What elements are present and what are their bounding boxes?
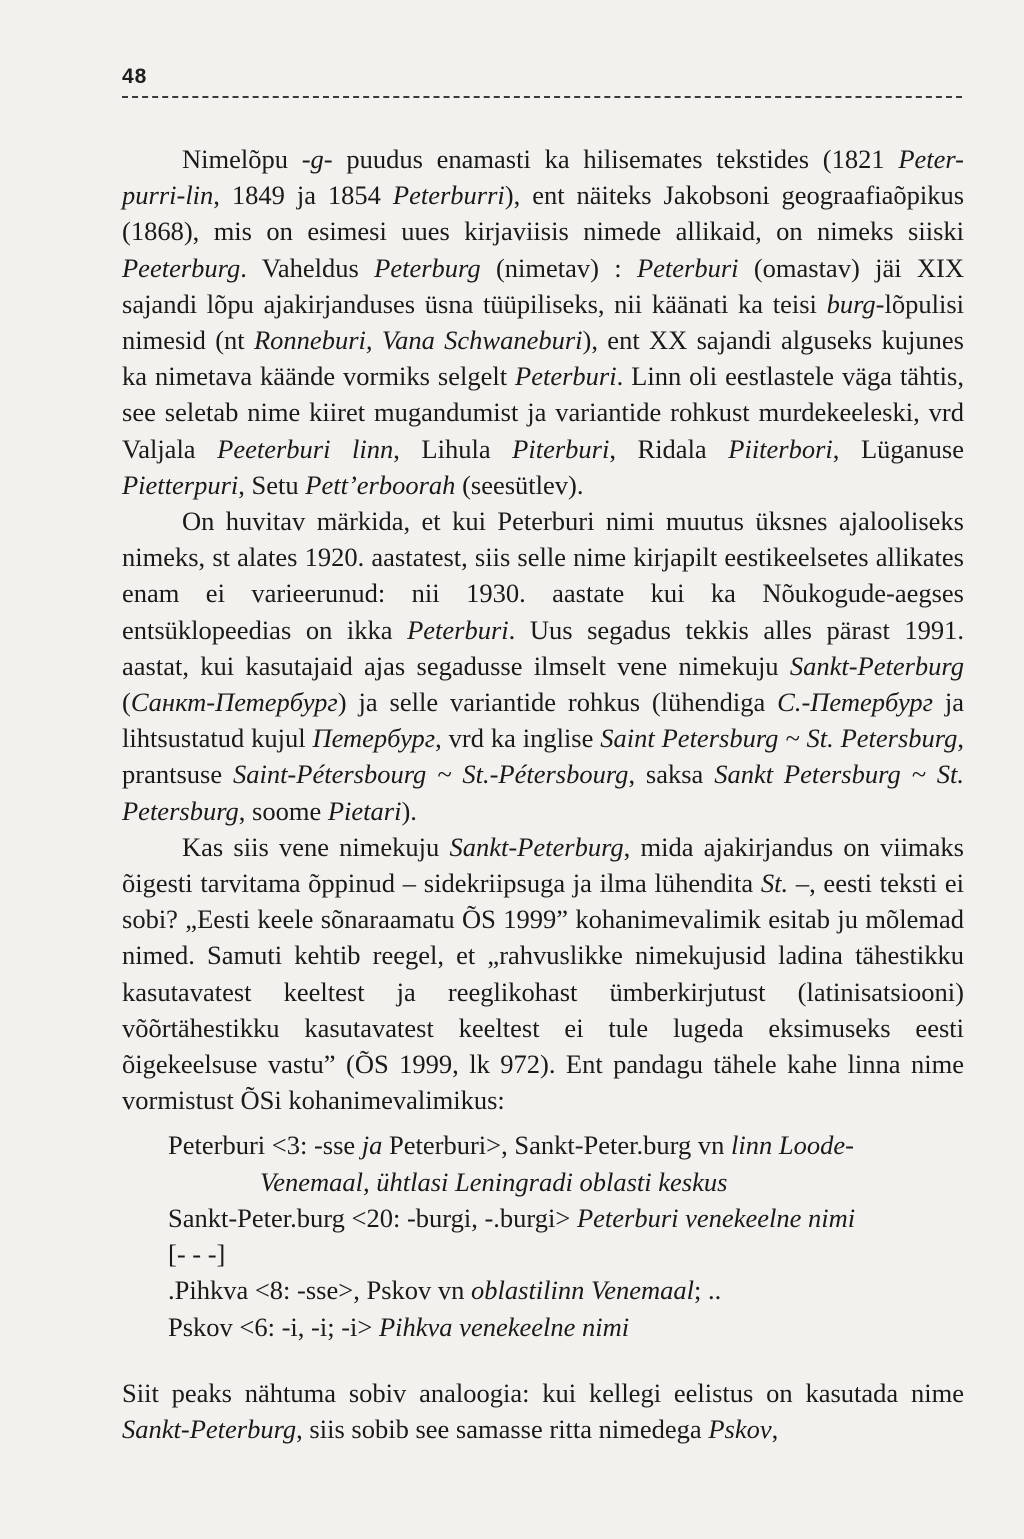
entry-ellipsis: [- - -] xyxy=(168,1239,226,1270)
paragraph-4: Siit peaks nähtuma sobiv analoogia: kui kellegi eelistus on kasutada nime Sankt-Peterburg, siis sobib see samasse ritta nimedega Pskov, xyxy=(122,1377,964,1444)
header-dashed-rule xyxy=(122,96,962,98)
dictionary-entries xyxy=(122,1127,964,1344)
page-number: 48 xyxy=(122,65,148,88)
entry-peterburi: Peterburi <3: -sse ja Peterburi>, Sankt-Peter.burg vn linn Loode- xyxy=(168,1130,854,1161)
body-text xyxy=(122,141,964,1447)
paragraph-1: Nimelõpu -g- puudus enamasti ka hilisemates tekstides (1821 Peter-purri-lin, 1849 ja 1854 Peterburri), ent näiteks Jakobsoni geograafiaõpikus (1868), mis on esimesi uues kirjaviisis nimede allikaid, on nimeks siiski Peeterburg. Vaheldus Peterburg (nimetav) : Peterburi (omastav) jäi XIX sajandi lõpu ajakirjanduses üsna tüüpiliseks, nii käänati ka teisi burg-lõpulisi nimesid (nt Ronneburi, Vana Schwaneburi), ent XX sajandi alguseks kujunes ka nimetava käände vormiks selgelt Peterburi. Linn oli eestlastele väga tähtis, see seletab nime kiiret mugandumist ja variantide rohkust murdekeeleski, vrd Valjala Peeterburi linn, Lihula Piterburi, Ridala Piiterbori, Lüganuse Pietterpuri, Setu Pett’erboorah (seesütlev). xyxy=(122,144,965,500)
paragraph-3: Kas siis vene nimekuju Sankt-Peterburg, mida ajakirjandus on viimaks õigesti tarvitama õppinud – sidekriipsuga ja ilma lühendita St. –, eesti teksti ei sobi? „Eesti keele sõnaraamatu ÕS 1999” kohanimevalimik esitab ju mõlemad nimed. Samuti kehtib reegel, et „rahvuslikke nimekujusid ladina tähestikku kasutavatest keeltest ja reeglikohast ümberkirjutust (latinisatsiooni) võõrtähestikku kasutavatest keeltest ei tule lugeda eksimuseks eesti õigekeelsuse vastu” (ÕS 1999, lk 972). Ent pandagu tähele kahe linna nime vormistust ÕSi kohanimevalimikus: xyxy=(122,831,964,1116)
entry-sankt-peterburg: Sankt-Peter.burg <20: -burgi, -.burgi> Peterburi venekeelne nimi xyxy=(168,1202,856,1233)
entry-peterburi-continuation: Venemaal, ühtlasi Leningradi oblasti keskus xyxy=(260,1166,728,1197)
paragraph-2: On huvitav märkida, et kui Peterburi nimi muutus üksnes ajalooliseks nimeks, st alates 1920. aastatest, siis selle nime kirjapilt eestikeelsetes allikates enam ei varieerunud: nii 1930. aastate kui ka Nõukogude-aegses entsüklopeedias on ikka Peterburi. Uus segadus tekkis alles pärast 1991. aastat, kui kasutajaid ajas segadusse ilmselt vene nimekuju Sankt-Peterburg (Санкт-Петербург) ja selle variantide rohkus (lühendiga С.-Петербург ja lihtsustatud kujul Петербург, vrd ka inglise Saint Petersburg ~ St. Petersburg, prantsuse Saint-Pétersbourg ~ St.-Pétersbourg, saksa Sankt Petersburg ~ St. Petersburg, soome Pietari). xyxy=(122,506,965,826)
entry-pskov: Pskov <6: -i, -i; -i> Pihkva venekeelne nimi xyxy=(168,1311,630,1342)
entry-pihkva: .Pihkva <8: -sse>, Pskov vn oblastilinn Venemaal; .. xyxy=(168,1275,722,1306)
